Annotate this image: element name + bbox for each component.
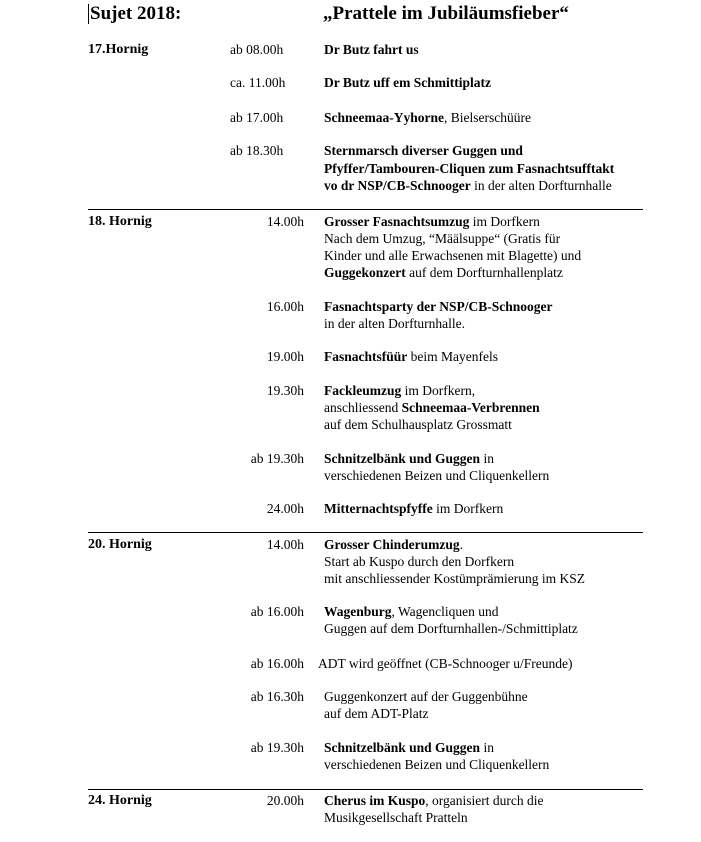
- event-time: ab 08.00h: [230, 42, 284, 57]
- event-description: Grosser Fasnachtsumzug im Dorfkern: [324, 214, 540, 229]
- event-description: auf dem ADT-Platz: [324, 706, 429, 721]
- event-description: Kinder und alle Erwachsenen mit Blagette) und: [324, 248, 582, 263]
- day-label: 20. Hornig: [88, 537, 152, 552]
- section-divider: [88, 789, 643, 790]
- event-description: Schnitzelbänk und Guggen in: [324, 740, 494, 755]
- event-description: Cherus im Kuspo, organisiert durch die: [324, 793, 544, 808]
- event-description: ADT wird geöffnet (CB-Schnooger u/Freunde): [318, 656, 573, 671]
- event-description: Nach dem Umzug, “Määlsuppe“ (Gratis für: [324, 231, 561, 246]
- event-description: Schneemaa-Yyhorne, Bielserschüüre: [324, 110, 531, 125]
- event-description: Fasnachtsfüür beim Mayenfels: [324, 349, 498, 364]
- event-time: ab 16.00h: [250, 656, 304, 671]
- event-time: ab 17.00h: [230, 110, 284, 125]
- event-time: 19.30h: [266, 383, 304, 398]
- event-description: vo dr NSP/CB-Schnooger in der alten Dorfturnhalle: [324, 178, 612, 193]
- section-divider: [88, 209, 643, 210]
- event-time: ab 19.30h: [250, 740, 304, 755]
- event-time: ca. 11.00h: [230, 75, 286, 90]
- sujet-label: Sujet 2018:: [90, 3, 182, 24]
- event-description: verschiedenen Beizen und Cliquenkellern: [324, 468, 550, 483]
- event-description: auf dem Schulhausplatz Grossmatt: [324, 417, 512, 432]
- event-description: mit anschliessender Kostümprämierung im KSZ: [324, 571, 585, 586]
- event-time: 24.00h: [266, 501, 304, 516]
- event-description: Mitternachtspfyffe im Dorfkern: [324, 501, 504, 516]
- event-description: Dr Butz fahrt us: [324, 42, 419, 57]
- event-time: ab 16.30h: [250, 689, 304, 704]
- event-description: Guggen auf dem Dorfturnhallen-/Schmittiplatz: [324, 621, 578, 636]
- event-time: 16.00h: [266, 299, 304, 314]
- event-description: in der alten Dorfturnhalle.: [324, 316, 465, 331]
- event-description: Grosser Chinderumzug.: [324, 537, 464, 552]
- day-label: 24. Hornig: [88, 793, 152, 808]
- event-time: 14.00h: [266, 537, 304, 552]
- section-divider: [88, 532, 643, 533]
- event-time: 19.00h: [266, 349, 304, 364]
- day-label: 18. Hornig: [88, 214, 152, 229]
- event-description: Schnitzelbänk und Guggen in: [324, 451, 494, 466]
- event-description: Fackleumzug im Dorfkern,: [324, 383, 476, 398]
- event-description: Musikgesellschaft Pratteln: [324, 810, 468, 825]
- event-description: anschliessend Schneemaa-Verbrennen: [324, 400, 540, 415]
- event-time: ab 19.30h: [250, 451, 304, 466]
- event-description: Sternmarsch diverser Guggen und: [324, 143, 523, 158]
- event-description: Dr Butz uff em Schmittiplatz: [324, 75, 491, 90]
- event-time: ab 18.30h: [230, 143, 284, 158]
- event-time: 14.00h: [266, 214, 304, 229]
- event-description: Guggenkonzert auf der Guggenbühne: [324, 689, 528, 704]
- event-description: Fasnachtsparty der NSP/CB-Schnooger: [324, 299, 553, 314]
- event-time: ab 16.00h: [250, 604, 304, 619]
- sujet-title: „Prattele im Jubiläumsfieber“: [323, 3, 569, 24]
- event-description: Wagenburg, Wagencliquen und: [324, 604, 499, 619]
- day-label: 17.Hornig: [88, 42, 149, 57]
- event-time: 20.00h: [266, 793, 304, 808]
- text-cursor: [88, 4, 89, 24]
- event-description: Guggekonzert auf dem Dorfturnhallenplatz: [324, 265, 563, 280]
- event-description: Start ab Kuspo durch den Dorfkern: [324, 554, 515, 569]
- event-description: verschiedenen Beizen und Cliquenkellern: [324, 757, 550, 772]
- event-description: Pfyffer/Tambouren-Cliquen zum Fasnachtsufftakt: [324, 161, 615, 176]
